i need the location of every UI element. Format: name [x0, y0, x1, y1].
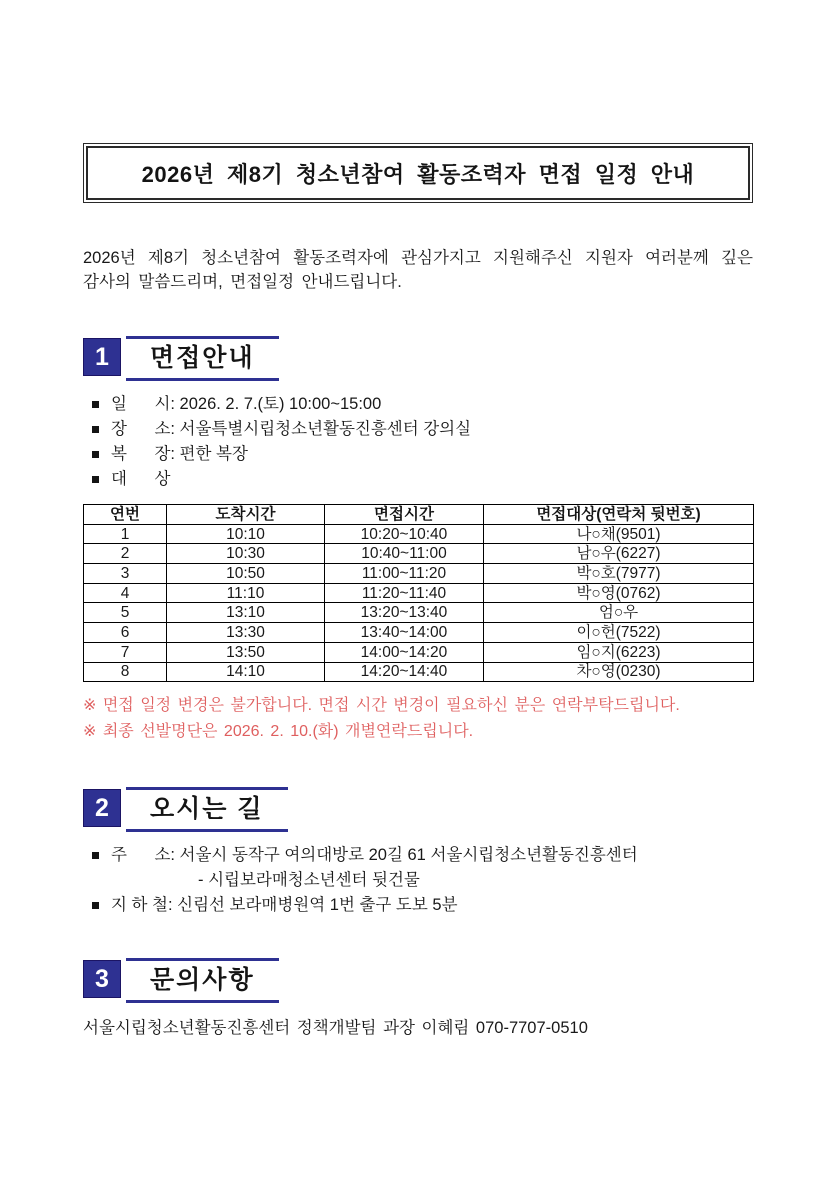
table-cell: 13:50: [167, 642, 325, 662]
table-cell: 11:20~11:40: [325, 583, 484, 603]
note-line: ※ 면접 일정 변경은 불가합니다. 면접 시간 변경이 필요하신 분은 연락부탁드립니다.: [83, 697, 680, 715]
interview-info-list: [83, 392, 753, 492]
table-cell: 이○헌(7522): [484, 623, 754, 643]
list-item: [83, 417, 753, 442]
section-header-inquiry: [83, 958, 753, 1003]
table-cell: 4: [84, 583, 167, 603]
table-cell: 10:10: [167, 524, 325, 544]
list-item-text: 장 소: 서울특별시립청소년활동진흥센터 강의실: [111, 420, 472, 438]
table-cell: 10:40~11:00: [325, 544, 484, 564]
list-item-text: 대 상: [111, 470, 171, 488]
page-title: 2026년 제8기 청소년참여 활동조력자 면접 일정 안내: [141, 161, 695, 187]
table-cell: 엄○우: [484, 603, 754, 623]
section-number-badge: 3: [83, 960, 121, 998]
table-cell: 13:30: [167, 623, 325, 643]
table-row: [84, 524, 754, 544]
table-row: [84, 544, 754, 564]
table-header-cell: 면접대상(연락처 뒷번호): [484, 505, 754, 525]
table-cell: 2: [84, 544, 167, 564]
intro-paragraph: 2026년 제8기 청소년참여 활동조력자에 관심가지고 지원해주신 지원자 여러분께 깊은 감사의 말씀드리며, 면접일정 안내드립니다.: [83, 249, 753, 291]
table-row: [84, 623, 754, 643]
section-title-inquiry: 문의사항: [126, 958, 279, 1003]
table-cell: 나○채(9501): [484, 524, 754, 544]
schedule-table: [83, 504, 754, 682]
table-cell: 11:10: [167, 583, 325, 603]
table-row: [84, 662, 754, 682]
section-header-interview: [83, 336, 753, 381]
notes-block: [83, 693, 753, 745]
table-cell: 6: [84, 623, 167, 643]
note-line: ※ 최종 선발명단은 2026. 2. 10.(화) 개별연락드립니다.: [83, 723, 474, 741]
table-cell: 10:20~10:40: [325, 524, 484, 544]
table-header-cell: 연번: [84, 505, 167, 525]
section-header-directions: [83, 787, 753, 832]
table-cell: 13:10: [167, 603, 325, 623]
list-item: [83, 893, 753, 918]
bullet-square-icon: [92, 852, 99, 859]
table-cell: 7: [84, 642, 167, 662]
section-title-interview: 면접안내: [126, 336, 279, 381]
address-sub-text: - 시립보라매청소년센터 뒷건물: [198, 871, 420, 890]
table-cell: 박○호(7977): [484, 564, 754, 584]
contact-line: 서울시립청소년활동진흥센터 정책개발팀 과장 이혜림 070-7707-0510: [83, 1019, 588, 1038]
table-cell: 14:10: [167, 662, 325, 682]
table-cell: 1: [84, 524, 167, 544]
section-number-badge: 1: [83, 338, 121, 376]
table-row: [84, 603, 754, 623]
list-item: [83, 442, 753, 467]
table-cell: 11:00~11:20: [325, 564, 484, 584]
table-cell: 13:40~14:00: [325, 623, 484, 643]
section-title-directions: 오시는 길: [126, 787, 288, 832]
document-content: [83, 143, 753, 1041]
section-number-badge: 2: [83, 789, 121, 827]
directions-list: [83, 843, 753, 868]
table-cell: 남○우(6227): [484, 544, 754, 564]
table-cell: 박○영(0762): [484, 583, 754, 603]
table-cell: 5: [84, 603, 167, 623]
table-cell: 3: [84, 564, 167, 584]
table-row: [84, 642, 754, 662]
bullet-square-icon: [92, 476, 99, 483]
table-cell: 임○지(6223): [484, 642, 754, 662]
list-item-text: 일 시: 2026. 2. 7.(토) 10:00~15:00: [111, 395, 382, 413]
bullet-square-icon: [92, 426, 99, 433]
table-cell: 차○영(0230): [484, 662, 754, 682]
bullet-square-icon: [92, 401, 99, 408]
bullet-square-icon: [92, 451, 99, 458]
table-cell: 14:20~14:40: [325, 662, 484, 682]
subway-text: 지 하 철: 신림선 보라매병원역 1번 출구 도보 5분: [111, 896, 458, 915]
table-cell: 8: [84, 662, 167, 682]
title-box: [83, 143, 753, 203]
list-item: [83, 467, 753, 492]
list-item-text: 복 장: 편한 복장: [111, 445, 248, 463]
list-item: [83, 392, 753, 417]
title-box-inner: [86, 146, 750, 200]
address-text: 주 소: 서울시 동작구 여의대방로 20길 61 서울시립청소년활동진흥센터: [111, 846, 638, 865]
table-header-cell: 도착시간: [167, 505, 325, 525]
table-cell: 14:00~14:20: [325, 642, 484, 662]
table-cell: 10:30: [167, 544, 325, 564]
table-header-cell: 면접시간: [325, 505, 484, 525]
table-header-row: [84, 505, 754, 525]
table-cell: 13:20~13:40: [325, 603, 484, 623]
directions-list: [83, 893, 753, 918]
table-row: [84, 583, 754, 603]
table-cell: 10:50: [167, 564, 325, 584]
bullet-square-icon: [92, 902, 99, 909]
list-item: [83, 843, 753, 868]
table-row: [84, 564, 754, 584]
